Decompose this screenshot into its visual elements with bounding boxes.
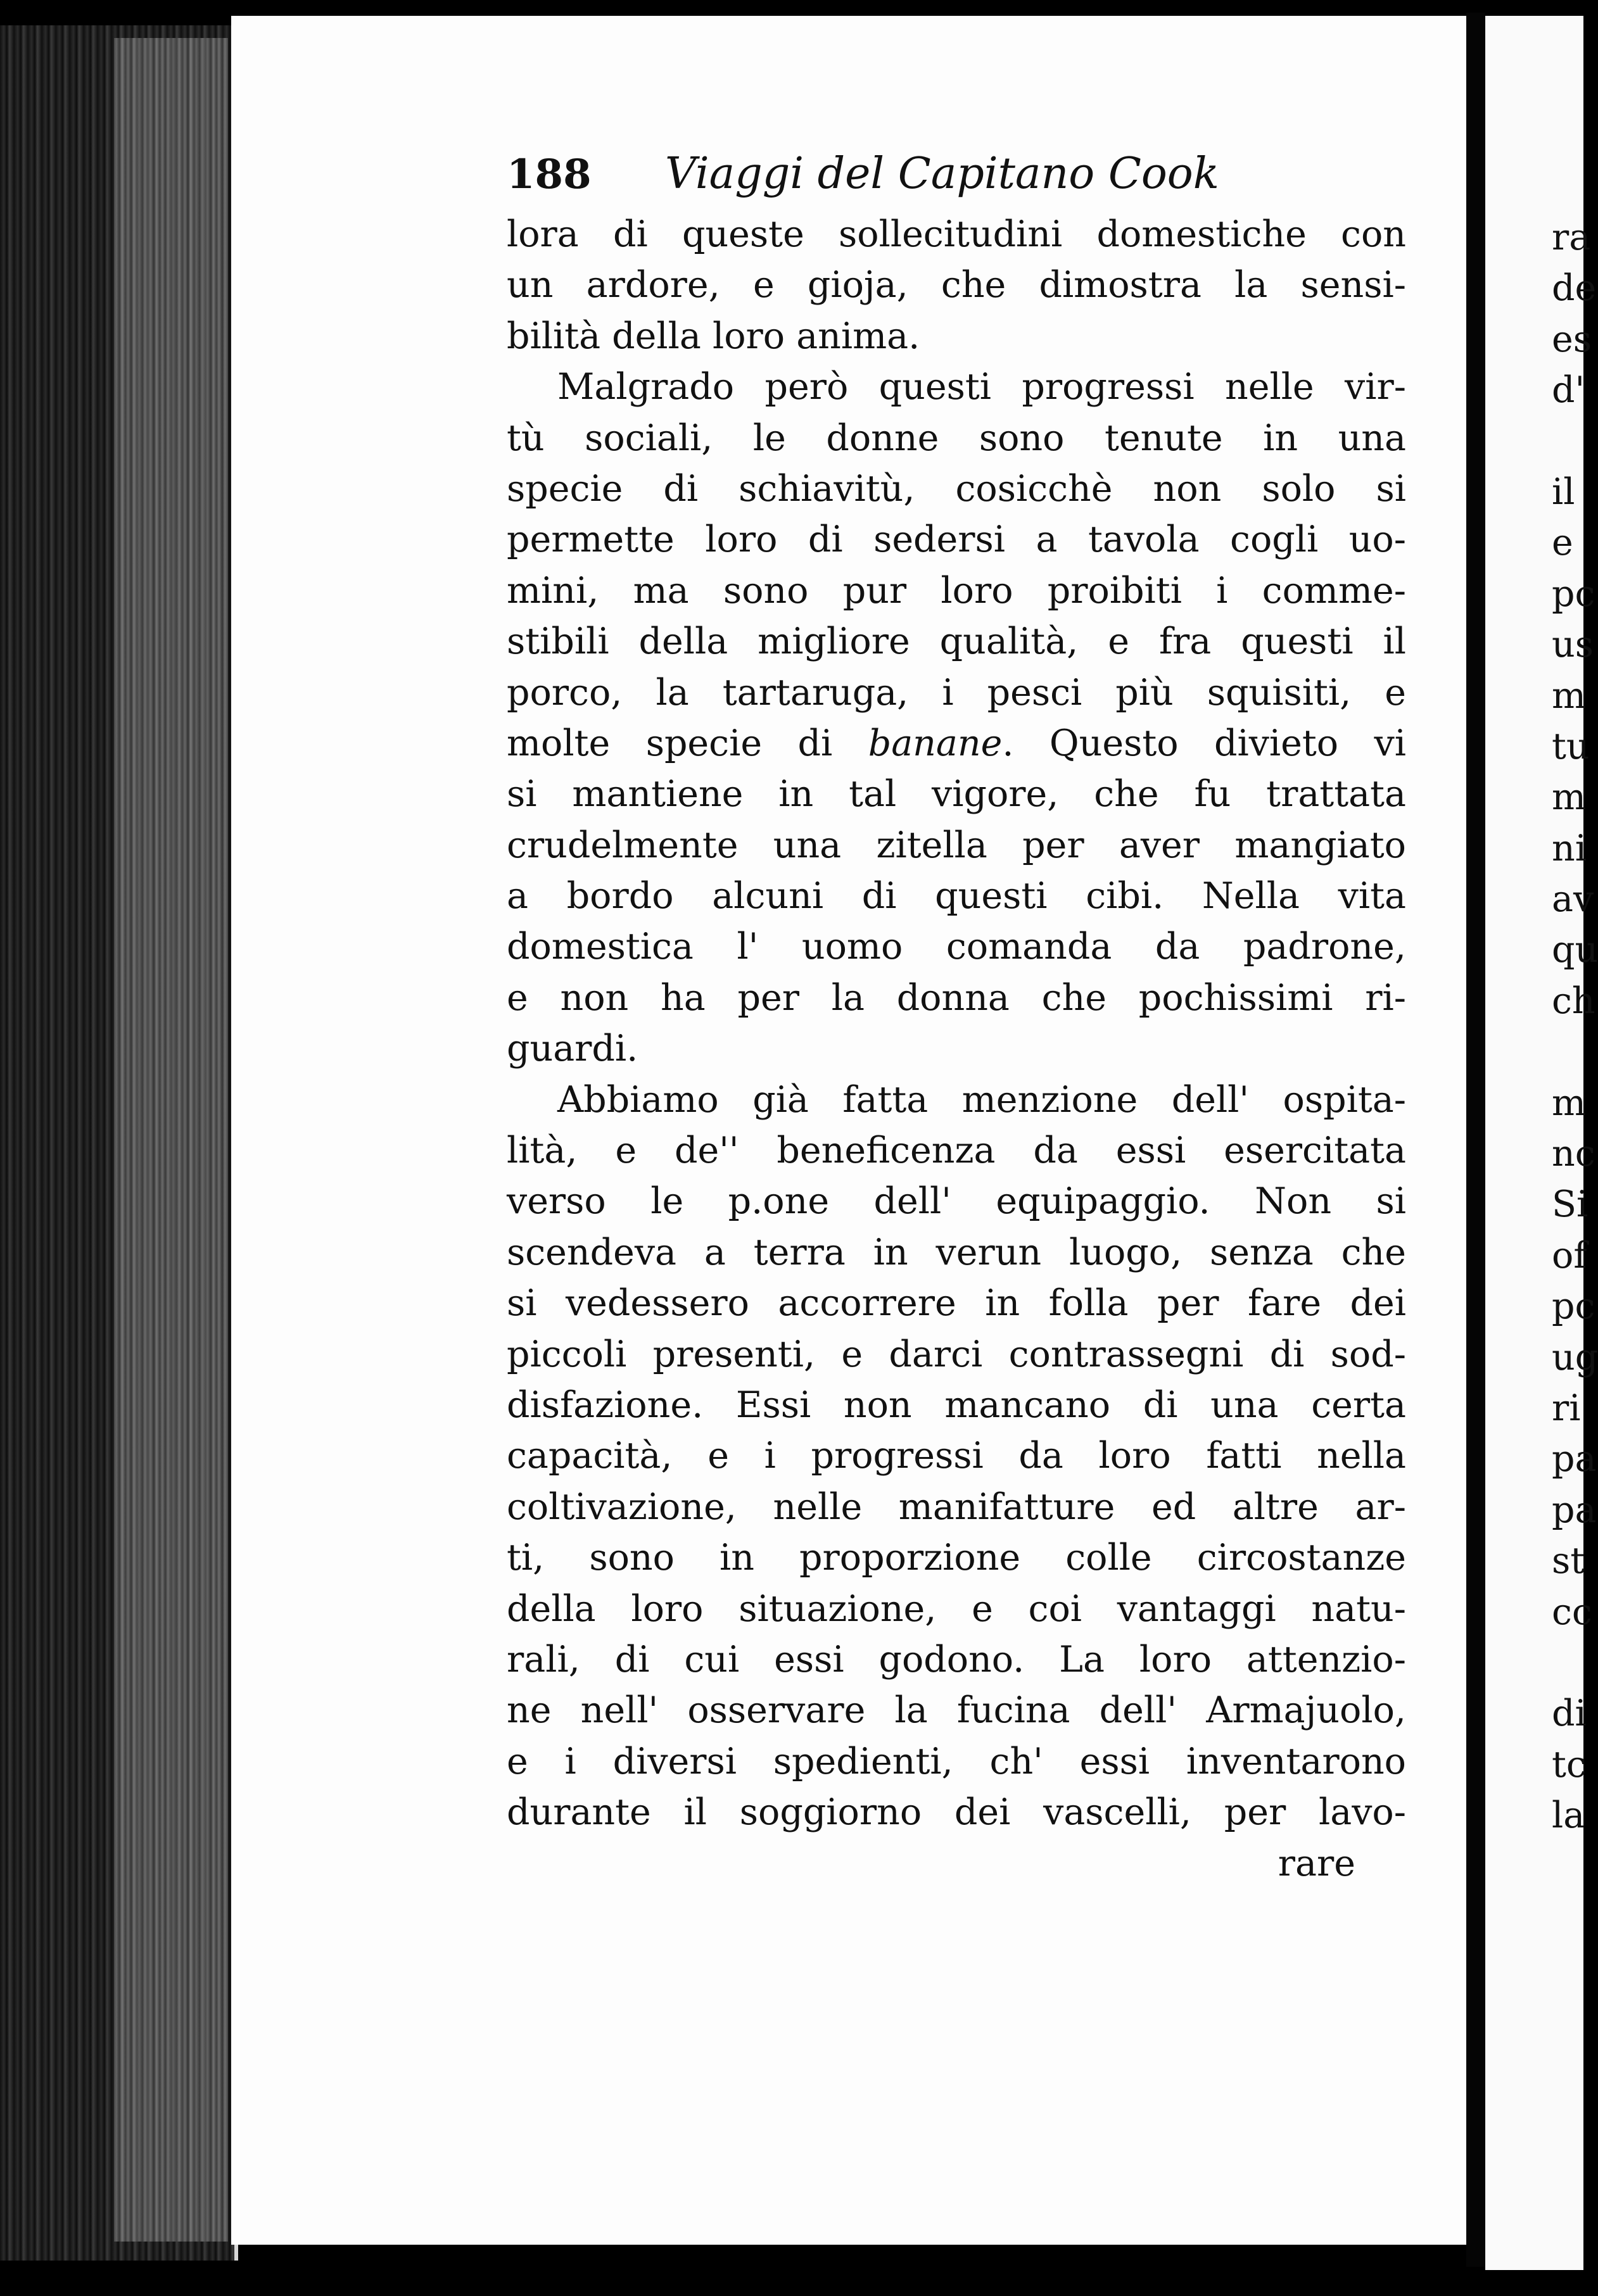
facing-page-text (1552, 212, 1598, 1841)
text-line: Malgrado però questi progressi nelle vir- (557, 366, 1406, 408)
facing-line-fragment: la (1552, 1795, 1585, 1837)
text-line: specie di schiavitù, cosicchè non solo si (507, 467, 1406, 510)
italic-word: banane (868, 722, 1003, 764)
running-head: Viaggi del Capitano Cook (665, 149, 1219, 199)
text-line: a bordo alcuni di questi cibi. Nella vita (507, 875, 1406, 918)
text-line: si vedessero accorrere in folla per fare dei (507, 1282, 1406, 1325)
page-text (507, 139, 1406, 1889)
facing-line-fragment: pa (1552, 1438, 1597, 1480)
facing-line-fragment: tc (1552, 1743, 1587, 1786)
facing-line-fragment: us (1552, 624, 1594, 666)
text-line: Abbiamo già fatta menzione dell' ospita- (557, 1078, 1406, 1121)
text-line: guardi. (507, 1028, 638, 1070)
text-line: capacità, e i progressi da loro fatti nella (507, 1435, 1406, 1477)
text-line: mini, ma sono pur loro proibiti i comme- (507, 569, 1406, 612)
facing-line-fragment: ri (1552, 1387, 1581, 1429)
text-line: e non ha per la donna che pochissimi ri- (507, 976, 1406, 1019)
text-line: permette loro di sedersi a tavola cogli uo- (507, 519, 1406, 561)
text-line: scendeva a terra in verun luogo, senza che (507, 1231, 1406, 1273)
text-line: domestica l' uomo comanda da padrone, (507, 926, 1406, 968)
text-line: lità, e de'' beneficenza da essi esercitata (507, 1130, 1406, 1172)
text-line: crudelmente una zitella per aver mangiato (507, 824, 1406, 866)
text-line: verso le p.one dell' equipaggio. Non si (507, 1180, 1406, 1223)
text-line: lora di queste sollecitudini domestiche con (507, 213, 1406, 255)
facing-line-fragment: ra (1552, 217, 1591, 258)
facing-line-fragment: m (1552, 776, 1587, 819)
facing-line-fragment: m (1552, 674, 1587, 717)
text-line: ti, sono in proporzione colle circostanze (507, 1537, 1406, 1579)
facing-line-fragment: st (1552, 1540, 1585, 1582)
text-line: rali, di cui essi godono. La loro attenzio- (507, 1638, 1406, 1681)
facing-line-fragment: ch (1552, 980, 1595, 1022)
facing-line-fragment: de (1552, 267, 1597, 310)
facing-line-fragment: il (1552, 470, 1575, 513)
text-line: stibili della migliore qualità, e fra questi il (507, 621, 1406, 663)
facing-line-fragment: tu (1552, 725, 1590, 767)
text-line: disfazione. Essi non mancano di una certa (507, 1384, 1406, 1426)
text-line: piccoli presenti, e darci contrassegni di sod- (507, 1333, 1406, 1375)
body-text (507, 209, 1406, 1838)
facing-line-fragment: qu (1552, 929, 1598, 971)
page-number: 188 (507, 151, 592, 198)
facing-line-fragment: pc (1552, 572, 1595, 615)
text-line: ne nell' osservare la fucina dell' Armajuolo, (507, 1689, 1406, 1732)
text-line: bilità della loro anima. (507, 315, 920, 357)
facing-line-fragment: di (1552, 1693, 1587, 1735)
text-line: durante il soggiorno dei vascelli, per lavo- (507, 1791, 1406, 1834)
facing-line-fragment (1552, 416, 1583, 467)
facing-line-fragment (1552, 1637, 1583, 1688)
facing-line-fragment: Si (1552, 1183, 1588, 1226)
facing-line-fragment: e (1552, 522, 1573, 564)
book-gutter (1466, 13, 1485, 2267)
facing-line-fragment: d' (1552, 369, 1585, 412)
page-header (507, 139, 1406, 209)
text-line: e i diversi spedienti, ch' essi inventarono (507, 1740, 1406, 1782)
text-line: porco, la tartaruga, i pesci più squisiti, e (507, 671, 1406, 714)
text-line: si mantiene in tal vigore, che fu trattata (507, 773, 1406, 816)
text-line: tù sociali, le donne sono tenute in una (507, 417, 1406, 459)
facing-line-fragment: av (1552, 878, 1594, 921)
catchword: rare (1278, 1842, 1355, 1884)
facing-line-fragment: of (1552, 1234, 1587, 1277)
text-line: della loro situazione, e coi vantaggi natu- (507, 1587, 1406, 1630)
text-line: molte specie di banane. Questo divieto vi (507, 722, 1406, 764)
text-line: coltivazione, nelle manifatture ed altre ar- (507, 1485, 1406, 1528)
facing-line-fragment: pc (1552, 1285, 1595, 1328)
facing-line-fragment: cc (1552, 1591, 1592, 1633)
facing-line-fragment: es (1552, 318, 1592, 360)
text-line: un ardore, e gioja, che dimostra la sensi- (507, 264, 1406, 306)
facing-line-fragment: m (1552, 1082, 1587, 1124)
facing-line-fragment: ug (1552, 1336, 1598, 1378)
page-edge-highlight (114, 38, 228, 2242)
facing-line-fragment: ni (1552, 827, 1587, 869)
facing-line-fragment (1552, 1026, 1583, 1077)
facing-line-fragment: pa (1552, 1489, 1597, 1531)
facing-line-fragment: nc (1552, 1133, 1595, 1175)
